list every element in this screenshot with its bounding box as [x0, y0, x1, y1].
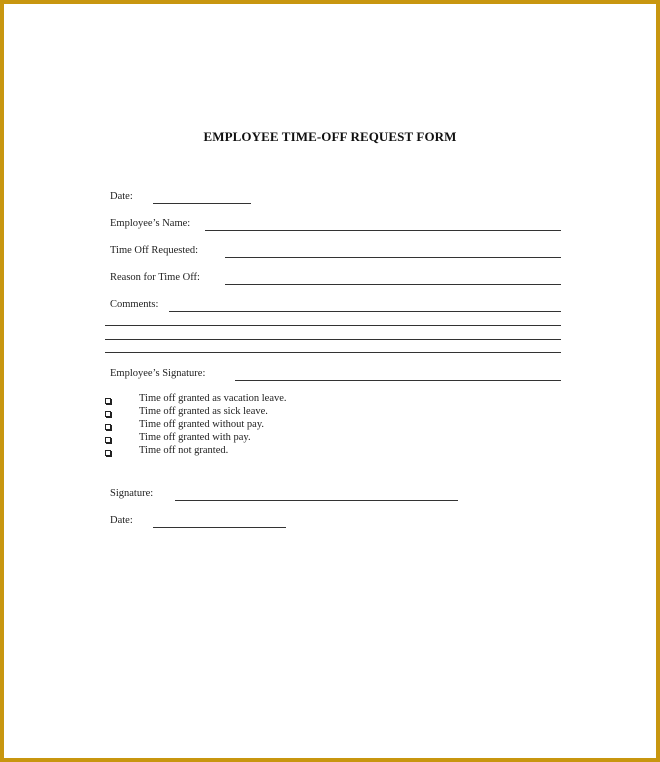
option-label: Time off granted as sick leave.	[139, 406, 268, 417]
comments-field-line-1[interactable]	[169, 311, 561, 312]
option-not-granted[interactable]	[104, 445, 229, 459]
option-label: Time off granted as vacation leave.	[139, 393, 287, 404]
option-with-pay[interactable]	[104, 432, 251, 446]
checkbox-icon[interactable]	[105, 424, 111, 430]
checkbox-icon[interactable]	[105, 411, 111, 417]
checkbox-icon[interactable]	[105, 437, 111, 443]
approval-signature-label: Signature:	[110, 488, 154, 499]
date-field[interactable]	[153, 203, 251, 204]
employee-signature-label: Employee’s Signature:	[110, 368, 206, 379]
date-label: Date:	[110, 191, 133, 202]
time-off-requested-field[interactable]	[225, 257, 561, 258]
checkbox-icon[interactable]	[105, 450, 111, 456]
approval-date-field[interactable]	[153, 527, 286, 528]
form-title: EMPLOYEE TIME-OFF REQUEST FORM	[203, 129, 457, 144]
approval-signature-field[interactable]	[175, 500, 458, 501]
reason-label: Reason for Time Off:	[110, 272, 200, 283]
comments-field-line-4[interactable]	[105, 352, 561, 353]
option-label: Time off not granted.	[139, 445, 229, 456]
employee-signature-field[interactable]	[235, 380, 561, 381]
time-off-requested-label: Time Off Requested:	[110, 245, 199, 256]
option-label: Time off granted with pay.	[139, 432, 251, 443]
approval-date-label: Date:	[110, 515, 133, 526]
reason-field[interactable]	[225, 284, 561, 285]
option-sick-leave[interactable]	[104, 406, 268, 420]
comments-label: Comments:	[110, 299, 159, 310]
option-vacation-leave[interactable]	[104, 393, 287, 407]
employee-name-label: Employee’s Name:	[110, 218, 191, 229]
employee-name-field[interactable]	[205, 230, 561, 231]
option-without-pay[interactable]	[104, 419, 265, 433]
comments-field-line-3[interactable]	[105, 339, 561, 340]
checkbox-icon[interactable]	[105, 398, 111, 404]
comments-field-line-2[interactable]	[105, 325, 561, 326]
option-label: Time off granted without pay.	[139, 419, 265, 430]
